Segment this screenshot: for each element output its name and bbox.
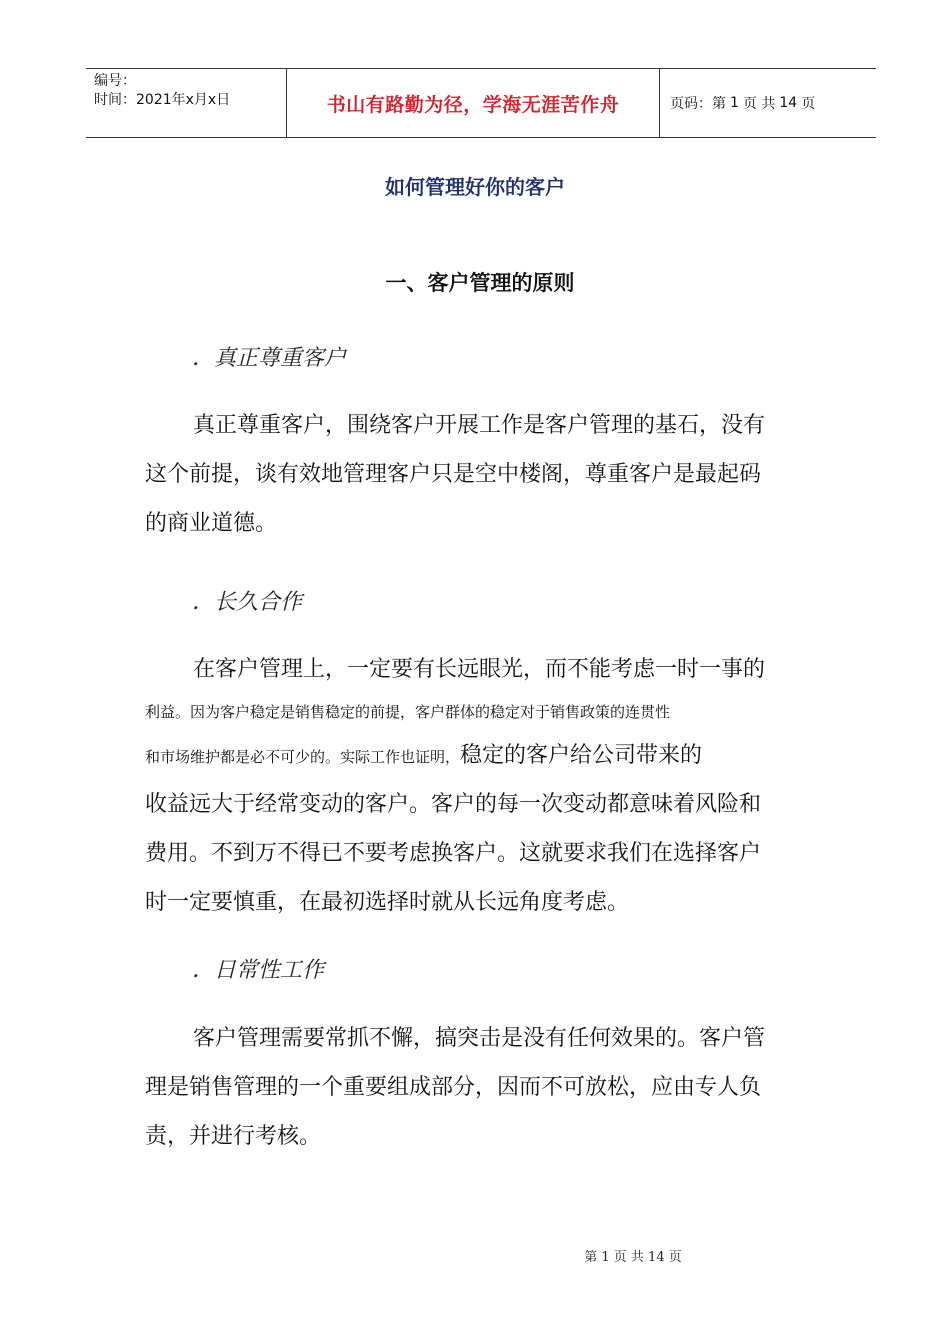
page-suffix: 页 (801, 96, 816, 112)
page-total: 14 (779, 95, 798, 111)
page-mid: 页 共 (742, 96, 776, 112)
page-current: 1 (730, 95, 739, 111)
paragraph-line: 这个前提，谈有效地管理客户只是空中楼阁，尊重客户是最起码 (145, 462, 762, 487)
subhead-respect: ．真正尊重客户 (192, 346, 347, 371)
page-prefix: 页码：第 (670, 96, 726, 112)
paragraph-line: 的商业道德。 (145, 511, 278, 536)
header-page-info (660, 69, 876, 137)
page-footer: 第 1 页 共 14 页 (584, 1250, 682, 1265)
time-label: 时间：2021年x月x日 (94, 92, 231, 108)
paragraph-line-part: 和市场维护都是必不可少的。实际工作也证明， (145, 748, 461, 766)
subhead-daily-work: ．日常性工作 (192, 958, 325, 983)
paragraph-line-part: 稳定的客户给公司带来的 (460, 743, 703, 768)
paragraph-line: 利益。因为客户稳定是销售稳定的前提，客户群体的稳定对于销售政策的连贯性 (145, 703, 671, 721)
paragraph-line: 在客户管理上，一定要有长远眼光，而不能考虑一时一事的 (193, 657, 766, 682)
number-label: 编号： (94, 73, 136, 89)
document-title: 如何管理好你的客户 (385, 175, 565, 199)
paragraph-line: 收益远大于经常变动的客户。客户的每一次变动都意味着风险和 (145, 792, 762, 817)
paragraph-line: 时一定要慎重，在最初选择时就从长远角度考虑。 (145, 890, 630, 915)
page-header (86, 68, 876, 138)
header-motto: 书山有路勤为径，学海无涯苦作舟 (287, 69, 660, 137)
paragraph-respect (145, 401, 817, 548)
paragraph-daily-work (145, 1014, 817, 1161)
section-title: 一、客户管理的原则 (385, 271, 575, 295)
paragraph-line: 费用。不到万不得已不要考虑换客户。这就要求我们在选择客户 (145, 841, 762, 866)
paragraph-line (145, 731, 817, 780)
paragraph-line: 理是销售管理的一个重要组成部分，因而不可放松，应由专人负 (145, 1075, 762, 1100)
paragraph-line: 真正尊重客户，围绕客户开展工作是客户管理的基石，没有 (193, 413, 766, 438)
paragraph-cooperation (145, 645, 817, 927)
subhead-cooperation: ．长久合作 (192, 590, 303, 615)
header-meta (86, 69, 287, 137)
paragraph-line: 客户管理需要常抓不懈，搞突击是没有任何效果的。客户管 (193, 1026, 766, 1051)
paragraph-line: 责，并进行考核。 (145, 1124, 322, 1149)
